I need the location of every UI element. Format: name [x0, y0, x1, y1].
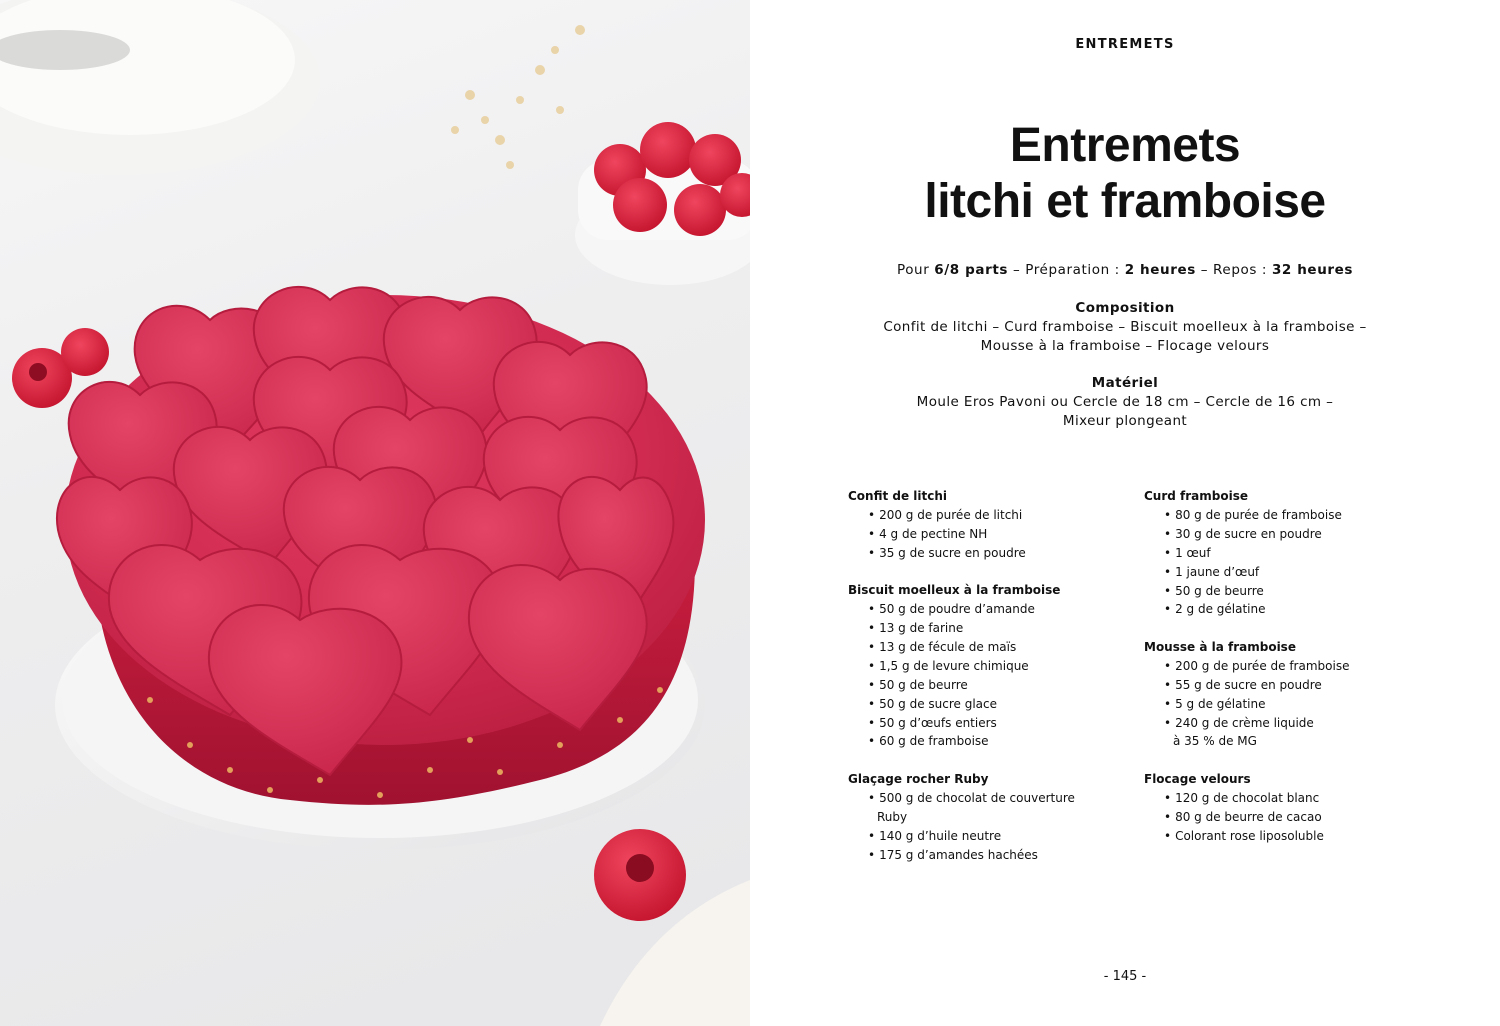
ingredient-item — [848, 600, 1128, 619]
ingredient-group-mousse — [1144, 638, 1424, 751]
ingredient-text: 500 g de chocolat de couverture — [879, 790, 1075, 805]
parts-value: 6/8 parts — [934, 262, 1009, 278]
ingredient-text: 80 g de purée de framboise — [1175, 507, 1342, 522]
bullet: • — [1164, 545, 1172, 560]
ingredient-item — [848, 846, 1128, 865]
ingredient-continuation: à 35 % de MG — [1173, 734, 1257, 749]
ingredient-text: 50 g d’œufs entiers — [879, 715, 997, 730]
bullet: • — [1164, 658, 1172, 673]
ingredient-text: 55 g de sucre en poudre — [1175, 677, 1322, 692]
ingredient-item — [848, 619, 1128, 638]
bullet: • — [1164, 526, 1172, 541]
bullet: • — [1164, 790, 1172, 805]
ingredient-item — [1144, 808, 1424, 827]
ingredient-item — [1144, 525, 1424, 544]
ingredient-text: 50 g de sucre glace — [879, 696, 998, 711]
ingredient-group-glacage — [848, 770, 1128, 865]
materiel-line: Mixeur plongeant — [1062, 413, 1188, 429]
recipe-meta — [750, 262, 1500, 278]
group-title: Curd framboise — [1144, 489, 1249, 503]
ingredient-group-curd — [1144, 487, 1424, 619]
ingredient-group-flocage — [1144, 770, 1424, 846]
ingredient-text: 1 jaune d’œuf — [1175, 564, 1260, 579]
ingredient-item — [848, 827, 1128, 846]
bullet: • — [1164, 696, 1172, 711]
bullet: • — [1164, 564, 1172, 579]
recipe-title — [750, 118, 1500, 230]
ingredient-item — [1144, 544, 1424, 563]
meta-separator: – — [1012, 262, 1021, 278]
ingredient-item — [1144, 600, 1424, 619]
bullet: • — [868, 828, 876, 843]
group-title: Biscuit moelleux à la framboise — [848, 583, 1061, 598]
ingredient-item — [1144, 789, 1424, 808]
ingredient-item — [1144, 563, 1424, 582]
ingredient-text: 1,5 g de levure chimique — [879, 658, 1029, 673]
repos-value: 32 heures — [1271, 262, 1354, 278]
group-title: Mousse à la framboise — [1144, 639, 1296, 654]
bullet: • — [1164, 828, 1172, 843]
composition-block — [750, 299, 1500, 356]
bullet: • — [1164, 507, 1172, 522]
materiel-block — [750, 374, 1500, 431]
bullet: • — [868, 621, 876, 636]
ingredient-text: 13 g de farine — [879, 621, 964, 636]
ingredient-text: 13 g de fécule de maïs — [879, 639, 1017, 654]
bullet: • — [868, 507, 876, 522]
page-number: - 145 - — [1103, 969, 1147, 984]
ingredient-text: 35 g de sucre en poudre — [879, 545, 1026, 560]
ingredient-item — [1144, 676, 1424, 695]
composition-line: Mousse à la framboise – Flocage velours — [980, 338, 1270, 354]
bullet: • — [1164, 677, 1172, 692]
ingredient-item — [848, 695, 1128, 714]
bullet: • — [868, 734, 876, 749]
ingredient-text: 50 g de beurre — [879, 677, 968, 692]
bullet: • — [868, 602, 876, 617]
recipe-page — [750, 0, 1500, 1026]
composition-heading: Composition — [1075, 300, 1175, 316]
group-title: Flocage velours — [1144, 771, 1251, 786]
plate-top-left — [0, 0, 320, 175]
recipe-title-line2: litchi et framboise — [924, 175, 1326, 228]
ingredient-text: 140 g d’huile neutre — [879, 828, 1002, 843]
ingredient-text: 50 g de beurre — [1175, 583, 1264, 598]
bullet: • — [868, 790, 876, 805]
pour-label: Pour — [896, 262, 930, 278]
ingredient-item — [848, 525, 1128, 544]
ingredient-text: Colorant rose liposoluble — [1175, 828, 1324, 843]
ingredient-item — [848, 676, 1128, 695]
bullet: • — [868, 847, 876, 862]
ingredient-item — [1144, 827, 1424, 846]
bullet: • — [868, 526, 876, 541]
ingredient-text: 240 g de crème liquide — [1175, 715, 1314, 730]
bullet: • — [868, 545, 876, 560]
ingredient-group-biscuit — [848, 581, 1128, 751]
bullet: • — [1164, 809, 1172, 824]
ingredient-item — [1144, 714, 1424, 733]
ingredient-item — [1144, 506, 1424, 525]
ingredient-continuation: Ruby — [877, 809, 908, 824]
ingredient-item — [1144, 657, 1424, 676]
materiel-line: Moule Eros Pavoni ou Cercle de 18 cm – Cercle de 16 cm – — [916, 394, 1334, 410]
ingredient-text: 60 g de framboise — [879, 734, 989, 749]
bullet: • — [868, 696, 876, 711]
group-title: Confit de litchi — [848, 489, 948, 503]
ingredient-group-confit-litchi — [848, 487, 1128, 563]
ingredient-text: 30 g de sucre en poudre — [1175, 526, 1322, 541]
ingredient-item — [1144, 695, 1424, 714]
ingredients-left-column — [848, 487, 1128, 883]
ingredient-text: 80 g de beurre de cacao — [1175, 809, 1322, 824]
ingredient-text: 5 g de gélatine — [1175, 696, 1266, 711]
ingredient-item — [1144, 582, 1424, 601]
section-label: ENTREMETS — [1075, 37, 1175, 52]
ingredient-text: 50 g de poudre d’amande — [879, 602, 1035, 617]
raspberry-bowl — [575, 122, 750, 285]
preparation-value: 2 heures — [1124, 262, 1196, 278]
ingredient-text: 1 œuf — [1175, 545, 1211, 560]
bullet: • — [1164, 602, 1172, 617]
ingredient-text: 2 g de gélatine — [1175, 602, 1266, 617]
ingredient-text: 120 g de chocolat blanc — [1175, 790, 1320, 805]
ingredient-item — [848, 789, 1128, 808]
bullet: • — [868, 715, 876, 730]
preparation-label: Préparation : — [1025, 262, 1120, 278]
group-title: Glaçage rocher Ruby — [848, 771, 989, 786]
ingredients-right-column — [1144, 487, 1424, 864]
ingredient-item — [848, 544, 1128, 563]
repos-label: Repos : — [1213, 262, 1268, 278]
composition-line: Confit de litchi – Curd framboise – Biscuit moelleux à la framboise – — [883, 319, 1367, 335]
bullet: • — [868, 658, 876, 673]
ingredient-text: 200 g de purée de framboise — [1175, 658, 1350, 673]
recipe-title-line1: Entremets — [1009, 119, 1241, 172]
bullet: • — [868, 639, 876, 654]
ingredient-item — [848, 714, 1128, 733]
flowers-decor — [451, 25, 585, 169]
ingredient-item — [848, 657, 1128, 676]
ingredient-item — [848, 638, 1128, 657]
bullet: • — [868, 677, 876, 692]
bullet: • — [1164, 715, 1172, 730]
bullet: • — [1164, 583, 1172, 598]
raspberry-bottom — [594, 829, 686, 921]
ingredient-item — [848, 732, 1128, 751]
materiel-heading: Matériel — [1091, 375, 1159, 391]
meta-separator: – — [1200, 262, 1209, 278]
ingredient-text: 200 g de purée de litchi — [879, 507, 1023, 522]
ingredient-text: 4 g de pectine NH — [879, 526, 988, 541]
ingredient-text: 175 g d’amandes hachées — [879, 847, 1038, 862]
ingredient-item — [848, 506, 1128, 525]
